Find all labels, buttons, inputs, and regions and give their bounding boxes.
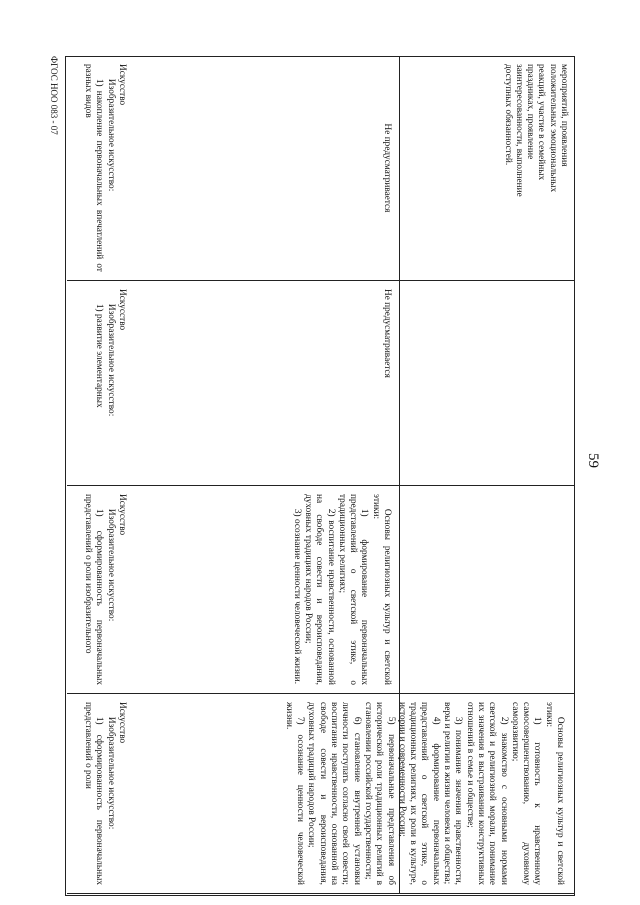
- art-subtitle: Изобразительное искусство:: [105, 78, 116, 192]
- art-title: Искусство: [117, 702, 127, 744]
- religion-heading: Не предусматривается: [382, 123, 392, 213]
- religion-title: Основы религиозных культур и светской этики:: [370, 494, 392, 685]
- religion-item: 2) воспитание нравственности, основанной на свободе совести и вероисповедания, духовных традициях народов России;: [302, 494, 336, 685]
- art-title: Искусство: [117, 494, 127, 536]
- art-item: 1) сформированность первоначальных представлений о роли: [83, 702, 105, 885]
- religion-item: 7) осознание ценности человеческой жизни.: [283, 702, 306, 885]
- page-number: 59: [585, 453, 601, 468]
- religion-heading: Не предусматривается: [382, 289, 392, 378]
- text-line: реакций, участие в семейных: [536, 64, 547, 181]
- religion-item: 6) становление внутренней установки личности поступать согласно своей совести; воспитание нравственности, основанной на свободе совести и вероисповедания, духовных традиций народов России;: [306, 702, 362, 885]
- column-4-religion: [283, 694, 565, 893]
- column-2: [67, 281, 575, 486]
- text-line: положительных эмоциональных: [547, 64, 558, 193]
- art-item: 1) накопление первоначальных впечатлений от разных видов: [83, 64, 105, 272]
- text-line: доступных обязанностей.: [502, 64, 513, 166]
- column-4-art: [82, 694, 127, 893]
- art-subtitle: Изобразительное искусство:: [105, 303, 116, 417]
- column-3-religion: [290, 486, 392, 693]
- column-2-religion: [381, 281, 392, 485]
- religion-item: 3) понимание значения нравственности, веры и религии в жизни человека и общества;: [442, 702, 464, 885]
- art-item: 1) сформированность первоначальных представлений о роли изобразительного: [83, 494, 105, 685]
- religion-item: 5) первоначальные представления об исторической роли традиционных религий в становлении российской государственности;: [362, 702, 396, 885]
- column-3: [67, 486, 575, 694]
- art-item: 1) развитие элементарных: [94, 303, 105, 408]
- art-subtitle: Изобразительное искусство:: [105, 508, 116, 622]
- art-subtitle: Изобразительное искусство:: [105, 716, 116, 830]
- column-4: [67, 694, 575, 894]
- footer-code: ФГОС НОО 083 - 07: [49, 56, 59, 135]
- religion-item: 1) формирование первоначальных представлений о светской этике, о традиционных религиях;: [336, 494, 370, 685]
- column-1-art: [82, 56, 127, 280]
- religion-item: 2) знакомство с основными нормами светской и религиозной морали, понимание их значения в выстраивании конструктивных отношений в семье и обществе;: [464, 702, 509, 885]
- column-3-art: [82, 486, 127, 693]
- text-line: мероприятий, проявления: [559, 64, 569, 167]
- art-title: Искусство: [117, 289, 127, 331]
- column-1: [67, 56, 575, 281]
- column-1-intro: [501, 56, 569, 280]
- religion-item: 4) формирование первоначальных представлений о светской этике, о традиционных религиях, их роли в культуре, истории и современности России;: [396, 702, 441, 885]
- text-line: заинтересованности, выполнение: [513, 64, 524, 197]
- religion-item: 1) готовность к нравственному самосовершенствованию, духовному саморазвитию;: [509, 702, 543, 885]
- religion-item: 3) осознание ценности человеческой жизни.: [291, 508, 302, 685]
- column-2-art: [93, 281, 127, 485]
- text-line: праздниках, проявление: [525, 64, 536, 160]
- art-title: Искусство: [117, 64, 127, 106]
- rotated-table: [49, 56, 575, 896]
- column-1-religion: [381, 56, 392, 280]
- religion-title: Основы религиозных культур и светской этики:: [543, 702, 565, 885]
